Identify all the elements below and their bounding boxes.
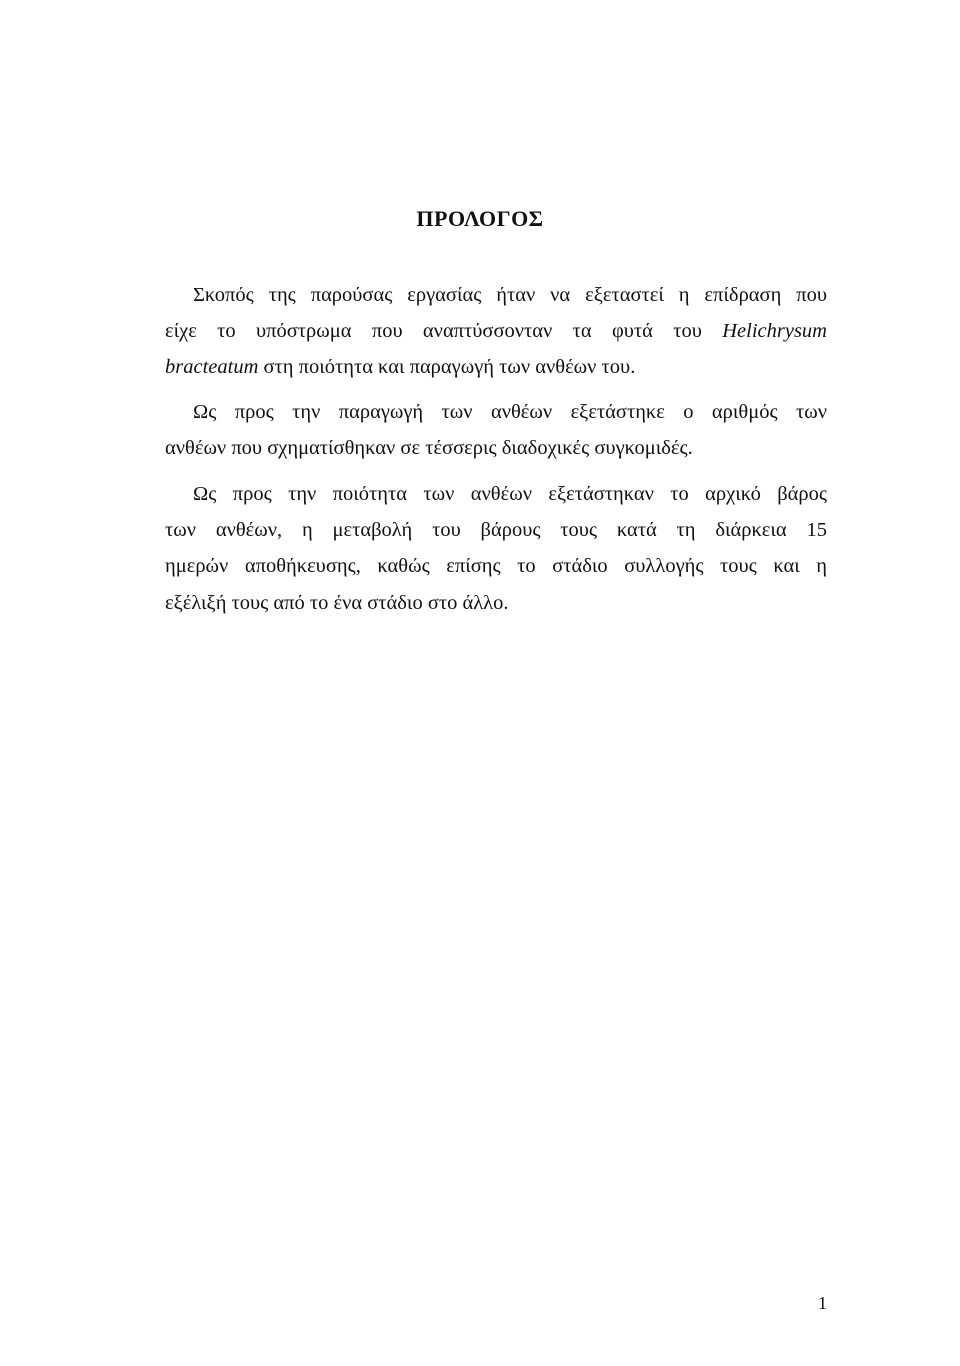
paragraph-3 bbox=[165, 476, 827, 621]
species-genus: Helichrysum bbox=[722, 320, 827, 343]
paragraph-1-line-1: Σκοπός της παρούσας εργασίας ήταν να εξεταστεί η επίδραση που bbox=[193, 284, 827, 306]
paragraph-3-line-1: Ως προς την ποιότητα των ανθέων εξετάστηκαν το αρχικό βάρος bbox=[193, 483, 827, 505]
paragraph-3-line-2: των ανθέων, η μεταβολή του βάρους τους κατά τη διάρκεια 15 bbox=[165, 519, 827, 542]
page-title: ΠΡΟΛΟΓΟΣ bbox=[416, 206, 544, 231]
paragraph-1-line-2 bbox=[165, 313, 827, 349]
paragraph-2 bbox=[165, 394, 827, 466]
paragraph-1-line-3 bbox=[165, 349, 827, 385]
paragraph-2-line-2: ανθέων που σχηματίσθηκαν σε τέσσερις διαδοχικές συγκομιδές. bbox=[165, 437, 693, 460]
page-number: 1 bbox=[818, 1293, 827, 1313]
paragraph-2-line-1: Ως προς την παραγωγή των ανθέων εξετάστηκε ο αριθμός των bbox=[193, 401, 827, 423]
species-epithet: bracteatum bbox=[165, 356, 259, 379]
paragraph-1 bbox=[165, 277, 827, 386]
paragraph-1-line-3-text: στη ποιότητα και παραγωγή των ανθέων του. bbox=[263, 356, 636, 379]
paragraph-3-line-3: ημερών αποθήκευσης, καθώς επίσης το στάδιο συλλογής τους και η bbox=[165, 555, 827, 578]
paragraph-3-line-4: εξέλιξή τους από το ένα στάδιο στο άλλο. bbox=[165, 591, 509, 614]
paragraph-1-line-2-text: είχε το υπόστρωμα που αναπτύσσονταν τα φυτά του bbox=[165, 320, 702, 343]
